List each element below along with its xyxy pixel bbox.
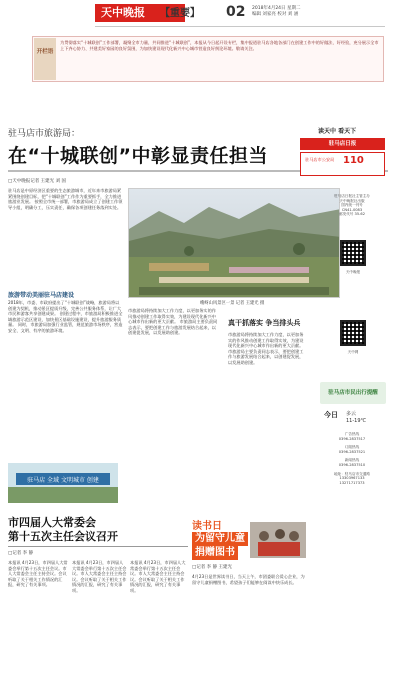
issue-date-text: 2018年4月24日 星期二 [252,6,301,11]
masthead-rule [95,26,385,27]
newspaper-logo: 天中晚报 [95,4,185,22]
article-paragraph-1 [8,188,123,280]
issue-date [252,6,372,18]
sidebar-banner: 驻马店日报 [300,138,385,150]
qr-code-1 [340,240,366,266]
reading-headline-3: 捐赠图书 [192,546,238,560]
intro-tag: 开栏语 [34,38,56,80]
hotline-label: 广告热线 [344,432,360,436]
mobile-2: 13271717373 [339,480,365,485]
council-paragraph-2: 本报讯 4月23日，市四届人大常委会举行第十五次主任会议。市人大常委会主任主持会议。会议听取了关于相关工作情况的汇报，研究了有关事项。 [72,560,127,593]
weather-today: 今日 [324,411,338,419]
article-kicker: 驻马店市旅游局： [8,129,81,139]
editors-text: 编辑 刘家亮 校对 刘 涵 [252,12,299,17]
contact-info [318,432,386,672]
council-paragraph-1: 本报讯 4月23日，市四届人大常委会举行第十五次主任会议。市人大常委会主任主持会议。会议听取了关于相关工作情况的汇报，研究了有关事项。 [8,560,68,588]
article-paragraph-3 [128,308,220,458]
reading-headline-2: 为留守儿童 [192,532,248,546]
para2-text: 按照全市统一部署，市旅游局成立了创建工作领导小组，明确分工，压实责任，确保各项创建任务落到实处。 [8,199,123,210]
para1-text: 驻马店是中原经济区重要的生态旅游城市，近年来市旅游局紧紧围绕创建目标，把“十城联创”工作作为重要抓手，全力推进旅游业发展。 [8,188,122,205]
campaign-photo-image [8,463,118,503]
issn-label: 国内统一刊号 [341,203,363,208]
para6b-text: 市旅游局将持续加大工作力度，以更加务实的作风推动创建工作取得实效，为建设现代化新兴中心城市作出新的更大贡献。 [228,332,304,349]
reading-photo-image [250,522,306,558]
council-headline [8,516,118,544]
police-ad-text: 驻马店市公安局 [305,157,335,162]
publisher-sub: 天中晚报社出版 [339,198,365,203]
tips-label: 新闻热线 [344,458,360,463]
para3-text: 2018年，市委、市政府提出了“十城联创”战略，旅游局将以创建为契机，推动景区提质升级，完善公共服务体系，让广大市民和游客共享创建成果。 [8,300,122,317]
publisher-name: 驻马店日报社主管主办 [334,194,370,198]
police-ad [300,152,385,176]
scenic-photo-image [129,189,340,298]
reading-paragraph: 4月23日是世界读书日，当天上午，市团委联合爱心企业，为留守儿童捐赠图书，希望孩子们能够在阅读中快乐成长。 [192,574,305,585]
council-rule [8,546,188,547]
council-headline-1: 市四届人大常委会 [8,516,96,529]
mobile-1: 13303967133 [339,476,365,481]
section-label: 【重要】 [160,8,200,19]
hotline-number: 0396-2837517 [338,436,366,441]
para6-text: 市旅游局将持续加大工作力度，以更加务实的作风推动创建工作取得实效，为建设现代化新兴中心城市作出新的更大贡献。 [128,308,216,325]
post-code: 邮发代号 35-62 [339,212,365,217]
article-byline: □天中晚报记者 王建光 刘 国 [8,179,67,184]
tips-number: 0396-2837510 [338,462,366,467]
council-byline: □记者 李 静 [8,551,34,556]
article-subhead-2: 真干抓落实 争当排头兵 [228,319,301,327]
weather-temp: 11-19℃ [346,418,367,424]
qr-code-2 [340,320,366,346]
campaign-photo [8,463,118,503]
qr-code-1-label: 天中晚报 [345,270,361,274]
para7-text: 市旅游局主要负责同志表示，要把创建工作与旅游发展结合起来，以创建促发展，以发展助创建。 [128,319,218,336]
article-paragraph-2 [8,300,123,460]
intro-text: 为贯彻落实“十城联创”工作部署，凝聚全市力量，共同推进“十城联创”，本报从今日起开设专栏，集中报道驻马店各地各部门在创建工作中的好做法、好经验，充分展示全市上下齐心协力、共建美好家园的良好氛围，为加快建设现代化新兴中心城市营造良好舆论环境。敬请关注。 [60,40,379,51]
para4-text: 创建过程中，市旅游局积极推进全域旅游示范区建设，加快景区基础设施建设，提升旅游服务质量。 [8,311,123,328]
para5-text: 同时，市旅游局加强行业监管，规范旅游市场秩序，营造安全、文明、有序的旅游环境。 [8,322,123,333]
article-paragraph-4 [228,332,306,502]
page-number: 02 [226,4,246,20]
campaign-banner-text: 驻马店 全域 文明城市 创建 [27,477,99,484]
article-headline: 在“十城联创”中彰显责任担当 [8,145,268,167]
photo-caption: 嵖岈山风景区一景 记者 王建光 摄 [200,301,265,306]
publisher-info [318,194,386,234]
qr-code-2-label: 天中网 [347,350,359,354]
subscribe-number: 0396-2837521 [338,449,366,454]
council-headline-2: 第十五次主任会议召开 [8,530,118,543]
sidebar-tagline: 读天中 看天下 [318,128,357,135]
para7b-text: 市旅游局主要负责同志表示，要把创建工作与旅游发展结合起来，以创建促发展，以发展助创建。 [228,348,304,365]
scenic-photo [128,188,340,298]
reading-headline-1: 读书日 [192,521,222,532]
article-subhead-1: 旅游带动美丽驻马店建设 [8,292,75,299]
subscribe-label: 订阅热线 [344,445,360,450]
council-paragraph-3: 本报讯 4月23日，市四届人大常委会举行第十五次主任会议。市人大常委会主任主持会议。会议听取了关于相关工作情况的汇报，研究了有关事项。 [130,560,186,593]
reading-photo [250,522,306,558]
police-ad-number: 110 [343,155,364,166]
address-text: 地址：驻马店市交通路 [334,471,370,476]
reading-byline: □记者 李 静 王建光 [192,565,233,570]
weather-condition: 多云 [346,411,357,417]
cn-number: CN41-0083 [341,207,363,212]
reminder-banner: 驻马店市民出行提醒 [320,382,386,404]
